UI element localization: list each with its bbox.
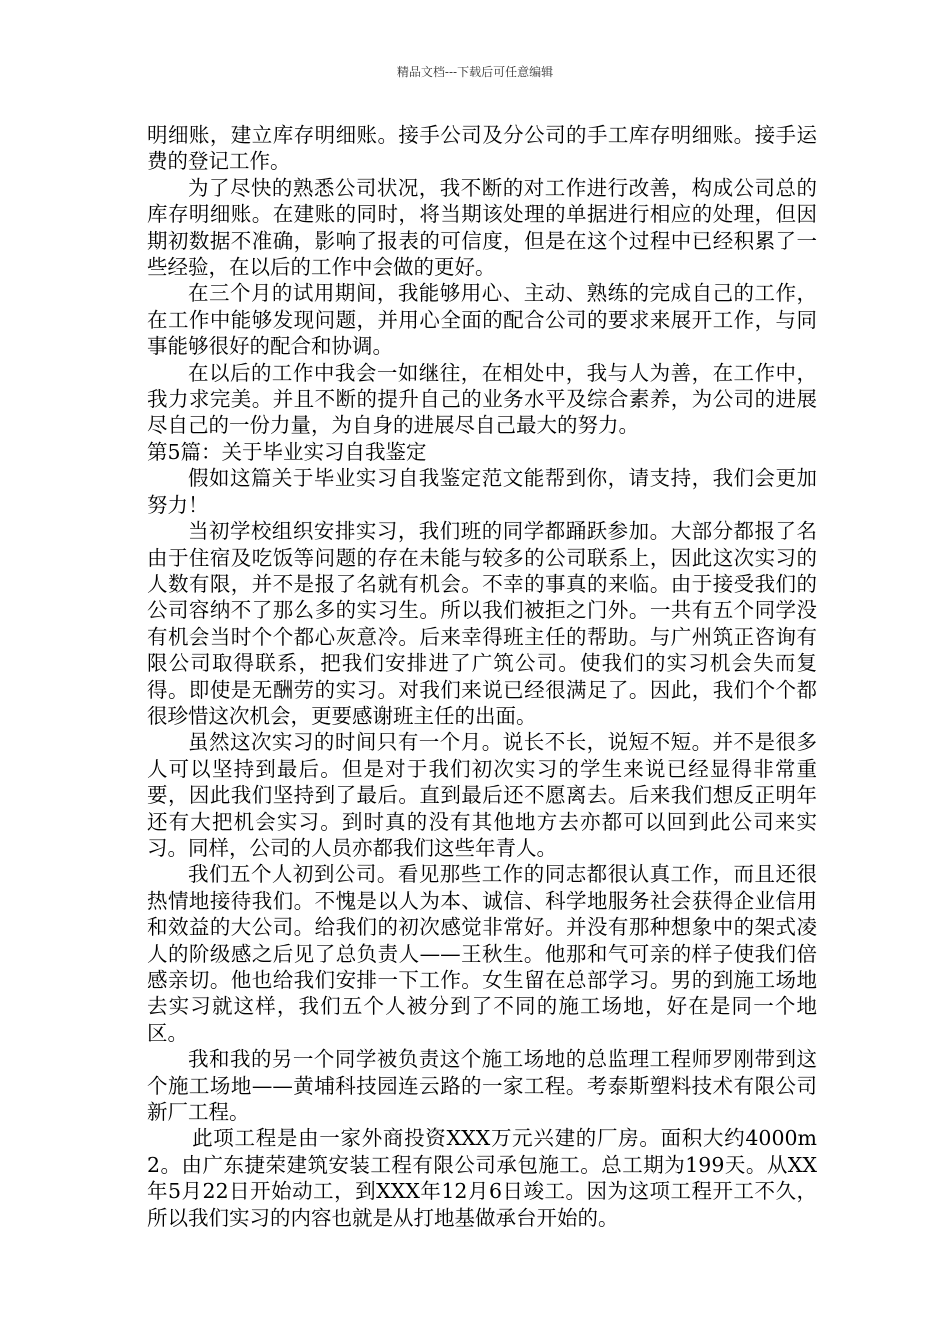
paragraph-duration: 虽然这次实习的时间只有一个月。说长不长，说短不短。并不是很多人可以坚持到最后。但是对于我们初次实习的学生来说已经显得非常重要，因此我们坚持到了最后。直到最后还不愿离去。后来我们想反正明年还有大把机会实习。到时真的没有其他地方去亦都可以回到此公司来实习。同样，公司的人员亦都我们这些年青人。: [147, 730, 817, 860]
page-header: 精品文档---下载后可任意编辑: [396, 65, 554, 79]
document-body: [147, 122, 817, 1231]
paragraph-familiarization: 为了尽快的熟悉公司状况，我不断的对工作进行改善，构成公司总的库存明细账。在建账的同时，将当期该处理的单据进行相应的处理，但因期初数据不准确，影响了报表的可信度，但是在这个过程中已经积累了一些经验，在以后的工作中会做的更好。: [147, 175, 817, 280]
paragraph-project: 此项工程是由一家外商投资XXX万元兴建的厂房。面积大约4000m2。由广东捷荣建筑安装工程有限公司承包施工。总工期为199天。从XX年5月22日开始动工，到XXX年12月6日竣工。因为这项工程开工不久，所以我们实习的内容也就是从打地基做承台开始的。: [147, 1126, 817, 1230]
paragraph-support-note: 假如这篇关于毕业实习自我鉴定范文能帮到你，请支持，我们会更加努力！: [147, 466, 817, 517]
paragraph-arrangement: 当初学校组织安排实习，我们班的同学都踊跃参加。大部分都报了名由于住宿及吃饭等问题的存在未能与较多的公司联系上，因此这次实习的人数有限，并不是报了名就有机会。不幸的事真的来临。由于接受我们的公司容纳不了那么多的实习生。所以我们被拒之门外。一共有五个同学没有机会当时个个都心灰意冷。后来幸得班主任的帮助。与广州筑正咨询有限公司取得联系，把我们安排进了广筑公司。使我们的实习机会失而复得。即使是无酬劳的实习。对我们来说已经很满足了。因此，我们个个都很珍惜这次机会，更要感谢班主任的出面。: [147, 519, 817, 728]
paragraph-probation: 在三个月的试用期间，我能够用心、主动、熟练的完成自己的工作，在工作中能够发现问题，并用心全面的配合公司的要求来展开工作，与同事能够很好的配合和协调。: [147, 281, 817, 359]
section-heading: 第5篇：关于毕业实习自我鉴定: [147, 439, 427, 464]
paragraph-future-work: 在以后的工作中我会一如继往，在相处中，我与人为善，在工作中，我力求完美。并且不断的提升自己的业务水平及综合素养，为公司的进展尽自己的一份力量，为自身的进展尽自己最大的努力。: [147, 360, 817, 438]
paragraph-continuation: 明细账，建立库存明细账。接手公司及分公司的手工库存明细账。接手运费的登记工作。: [147, 123, 817, 174]
paragraph-site: 我和我的另一个同学被负责这个施工场地的总监理工程师罗刚带到这个施工场地——黄埔科技园连云路的一家工程。考泰斯塑料技术有限公司新厂工程。: [147, 1047, 817, 1125]
paragraph-arrival: 我们五个人初到公司。看见那些工作的同志都很认真工作，而且还很热情地接待我们。不愧是以人为本、诚信、科学地服务社会获得企业信用和效益的大公司。给我们的初次感觉非常好。并没有那种想象中的架式凌人的阶级感之后见了总负责人——王秋生。他那和气可亲的样子使我们倍感亲切。他也给我们安排一下工作。女生留在总部学习。男的到施工场地去实习就这样，我们五个人被分到了不同的施工场地，好在是同一个地区。: [147, 862, 817, 1045]
